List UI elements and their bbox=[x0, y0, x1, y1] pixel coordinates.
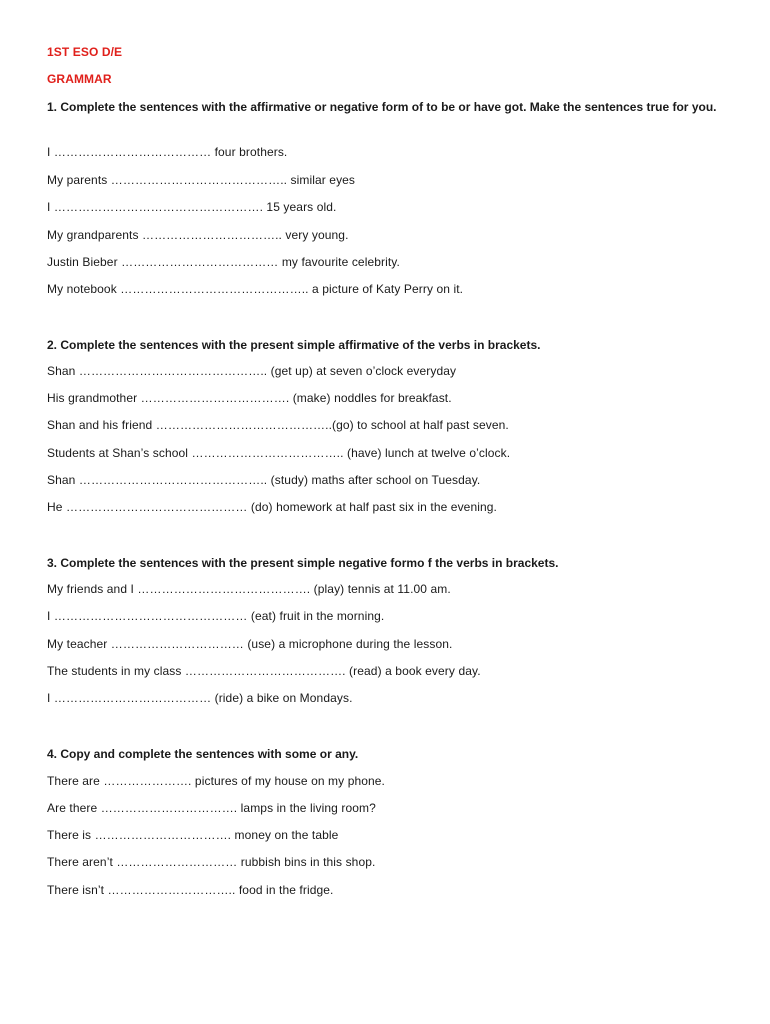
exercise-1-sentence: My notebook ……………………………………….. a picture of Katy Perry on it. bbox=[47, 282, 464, 296]
exercise-3-sentence: My friends and I ……………………………………. (play) tennis at 11.00 am. bbox=[47, 582, 451, 596]
exercise-1-sentence: I ……………………………………………. 15 years old. bbox=[47, 200, 337, 214]
section-heading: GRAMMAR bbox=[47, 72, 112, 86]
exercise-2-sentence: His grandmother ………………………………. (make) noddles for breakfast. bbox=[47, 391, 452, 405]
exercise-4-sentence: There are …………………. pictures of my house on my phone. bbox=[47, 774, 385, 788]
exercise-4-sentence: Are there ……………………………. lamps in the living room? bbox=[47, 801, 376, 815]
exercise-3-title: 3. Complete the sentences with the present simple negative formo f the verbs in brackets. bbox=[47, 556, 559, 570]
exercise-3-sentence: I ………………………………………… (eat) fruit in the morning. bbox=[47, 609, 385, 623]
exercise-4-sentence: There isn’t ………………………….. food in the fridge. bbox=[47, 883, 334, 897]
exercise-3-sentence: My teacher …………………………… (use) a microphone during the lesson. bbox=[47, 637, 453, 651]
exercise-2-sentence: Students at Shan’s school ……………………………….. (have) lunch at twelve o’clock. bbox=[47, 446, 511, 460]
course-label: 1ST ESO D/E bbox=[47, 45, 123, 59]
exercise-2-sentence: Shan and his friend ……………………………………..(go) to school at half past seven. bbox=[47, 418, 509, 432]
exercise-1-sentence: I ………………………………… four brothers. bbox=[47, 145, 288, 159]
exercise-3-sentence: I ………………………………… (ride) a bike on Mondays. bbox=[47, 691, 353, 705]
exercise-4-title: 4. Copy and complete the sentences with some or any. bbox=[47, 747, 359, 761]
exercise-2-title: 2. Complete the sentences with the present simple affirmative of the verbs in brackets. bbox=[47, 338, 541, 352]
exercise-1-title: 1. Complete the sentences with the affirmative or negative form of to be or have got. Make the sentences true for you. bbox=[47, 100, 717, 114]
exercise-4-sentence: There aren’t ………………………… rubbish bins in this shop. bbox=[47, 855, 376, 869]
exercise-2-sentence: He ……………………………………… (do) homework at half past six in the evening. bbox=[47, 500, 497, 514]
exercise-1-sentence: My grandparents …………………………….. very young. bbox=[47, 228, 349, 242]
exercise-4-sentence: There is ……………………………. money on the table bbox=[47, 828, 339, 842]
exercise-3-sentence: The students in my class …………………………………. (read) a book every day. bbox=[47, 664, 481, 678]
exercise-1-sentence: My parents …………………………………….. similar eyes bbox=[47, 173, 356, 187]
exercise-1-sentence: Justin Bieber ………………………………… my favourite celebrity. bbox=[47, 255, 400, 269]
exercise-2-sentence: Shan ……………………………………….. (get up) at seven o’clock everyday bbox=[47, 364, 457, 378]
exercise-2-sentence: Shan ……………………………………….. (study) maths after school on Tuesday. bbox=[47, 473, 481, 487]
